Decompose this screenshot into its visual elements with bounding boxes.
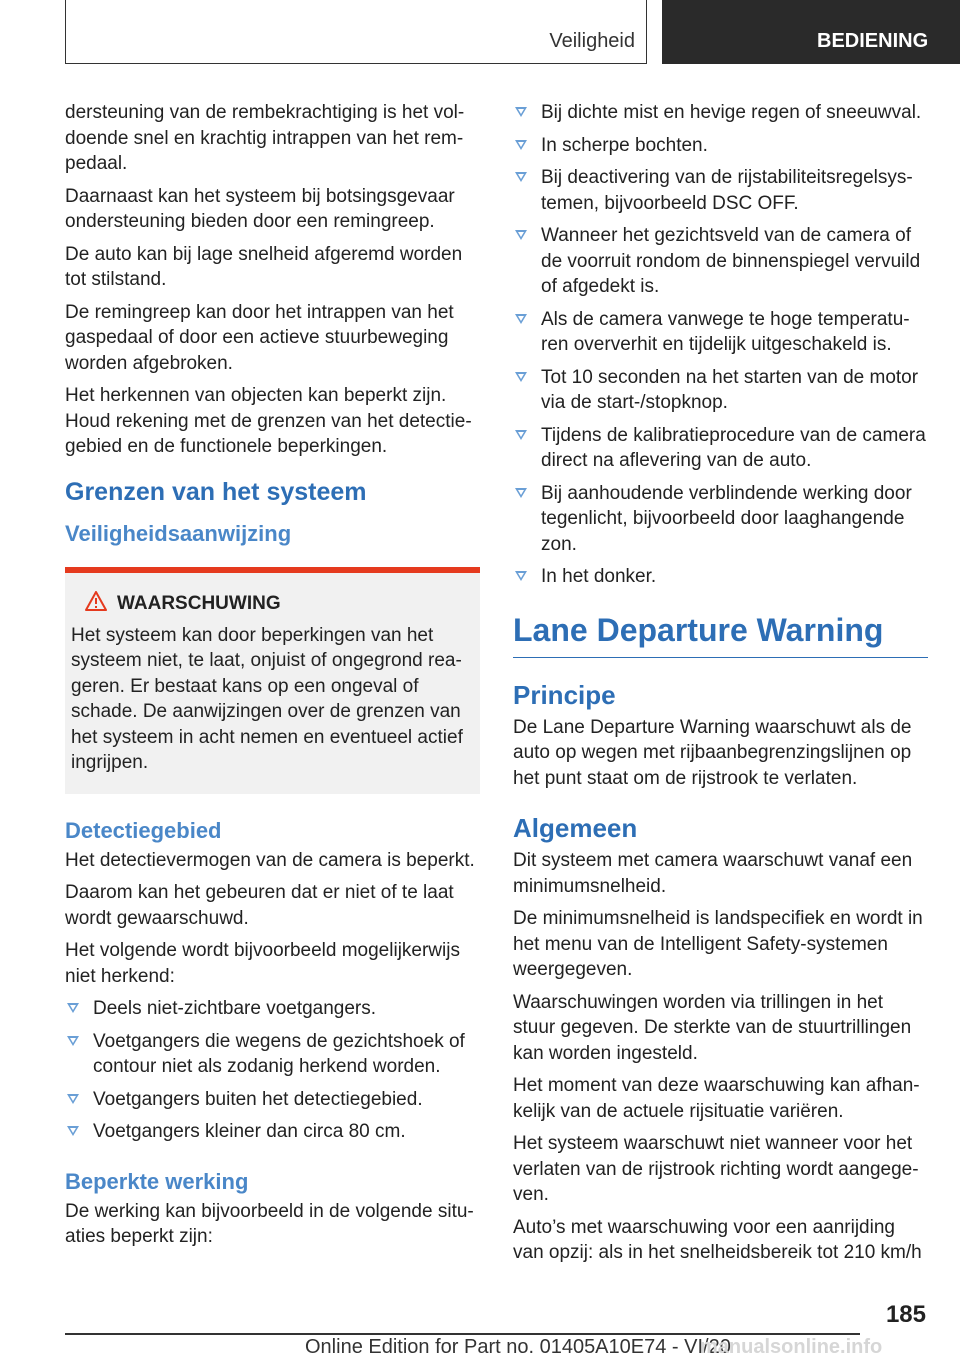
bullet-triangle-icon <box>515 430 527 440</box>
subheading-principle: Principe <box>513 679 616 710</box>
paragraph: Daarnaast kan het systeem bij botsingsgevaar ondersteuning bieden door een remingreep. <box>65 185 455 232</box>
subheading-general: Algemeen <box>513 813 638 843</box>
paragraph: Dit systeem met camera waarschuwt vanaf een minimumsnelheid. <box>513 850 913 897</box>
header-section-title: Veiligheid <box>549 30 635 52</box>
bullet-triangle-icon <box>515 140 527 150</box>
list-item: Bij dichte mist en hevige regen of sneeuwval. <box>513 100 928 126</box>
footer-divider <box>65 1333 860 1335</box>
left-column <box>65 100 480 1257</box>
watermark: manualsonline.info <box>700 1336 883 1358</box>
paragraph: De remingreep kan door het intrappen van het gaspedaal of door een actieve stuurbeweging worden afgebroken. <box>65 301 454 374</box>
detection-list <box>65 996 480 1145</box>
bullet-triangle-icon <box>515 314 527 324</box>
list-item: In scherpe bochten. <box>513 133 928 159</box>
list-item: Als de camera vanwege te hoge temperatu-ren oververhit en tijdelijk uitgeschakeld is. <box>513 307 928 358</box>
list-item: Tijdens de kalibratieprocedure van de camera direct na aflevering van de auto. <box>513 423 928 474</box>
paragraph: Auto’s met waarschuwing voor een aanrijding van opzij: als in het snelheidsbereik tot 210 km/h <box>513 1216 922 1263</box>
paragraph: De auto kan bij lage snelheid afgeremd worden tot stilstand. <box>65 243 463 290</box>
subheading-limited: Beperkte werking <box>65 1168 249 1194</box>
paragraph: Het detectievermogen van de camera is beperkt. <box>65 849 475 871</box>
bullet-triangle-icon <box>515 172 527 182</box>
bullet-triangle-icon <box>67 1036 79 1046</box>
warning-box <box>65 567 480 794</box>
bullet-triangle-icon <box>515 488 527 498</box>
warning-header <box>71 591 472 617</box>
paragraph: dersteuning van de rembekrachtiging is het vol-doende snel en krachtig intrappen van het rem-pedaal. <box>65 102 465 174</box>
section-heading-limits: Grenzen van het systeem <box>65 477 367 506</box>
subheading-detection: Detectiegebied <box>65 817 222 843</box>
paragraph: Waarschuwingen worden via trillingen in het stuur gegeven. De sterkte van de stuurtrillingen kan worden ingesteld. <box>513 991 912 1064</box>
warning-label: WAARSCHUWING <box>117 592 281 614</box>
paragraph: Daarom kan het gebeuren dat er niet of te laat wordt gewaarschuwd. <box>65 882 454 929</box>
list-item: In het donker. <box>513 564 928 590</box>
bullet-triangle-icon <box>515 571 527 581</box>
paragraph: Het moment van deze waarschuwing kan afhan-kelijk van de actuele rijsituatie variëren. <box>513 1075 920 1122</box>
chapter-label: BEDIENING <box>817 30 929 52</box>
paragraph: De werking kan bijvoorbeeld in de volgende situ-aties beperkt zijn: <box>65 1200 474 1247</box>
list-item: Deels niet-zichtbare voetgangers. <box>65 996 480 1022</box>
limited-list <box>513 100 928 590</box>
list-item: Tot 10 seconden na het starten van de motor via de start-/stopknop. <box>513 365 928 416</box>
list-item: Bij aanhoudende verblindende werking door tegenlicht, bijvoorbeeld door laaghangende zon. <box>513 481 928 558</box>
section-heading-ldw: Lane Departure Warning <box>513 612 928 658</box>
bullet-triangle-icon <box>515 372 527 382</box>
list-item: Bij deactivering van de rijstabiliteitsregelsys-temen, bijvoorbeeld DSC OFF. <box>513 165 928 216</box>
bullet-triangle-icon <box>515 230 527 240</box>
list-item: Voetgangers kleiner dan circa 80 cm. <box>65 1119 480 1145</box>
right-column <box>513 100 928 1273</box>
list-item: Voetgangers buiten het detectiegebied. <box>65 1087 480 1113</box>
list-item: Voetgangers die wegens de gezichtshoek of contour niet als zodanig herkend worden. <box>65 1029 480 1080</box>
list-item: Wanneer het gezichtsveld van de camera of de voorruit rondom de binnenspiegel vervuild of afgedekt is. <box>513 223 928 300</box>
paragraph: De Lane Departure Warning waarschuwt als de auto op wegen met rijbaanbegrenzingslijnen op het punt staat om de rijstrook te verlaten. <box>513 716 912 789</box>
paragraph: Het systeem waarschuwt niet wanneer voor het verlaten van de rijstrook richting wordt aangege-ven. <box>513 1133 919 1205</box>
subheading-safety: Veiligheidsaanwijzing <box>65 520 292 546</box>
bullet-triangle-icon <box>515 107 527 117</box>
edition-text: Online Edition for Part no. 01405A10E74 - VI/20 <box>305 1336 731 1358</box>
page-number: 185 <box>885 1301 926 1328</box>
bullet-triangle-icon <box>67 1094 79 1104</box>
paragraph: Het volgende wordt bijvoorbeeld mogelijkerwijs niet herkend: <box>65 940 460 987</box>
header-chapter-tab <box>662 0 960 64</box>
warning-text: Het systeem kan door beperkingen van het systeem niet, te laat, onjuist of ongegrond rea-geren. Er bestaat kans op een ongeval of schade. De aanwijzingen over de grenzen van het systeem in acht nemen en eventueel actief ingrijpen. <box>71 624 463 773</box>
bullet-triangle-icon <box>67 1003 79 1013</box>
paragraph: Het herkennen van objecten kan beperkt zijn. Houd rekening met de grenzen van het detectie-gebied en de functionele beperkingen. <box>65 385 472 457</box>
paragraph: De minimumsnelheid is landspecifiek en wordt in het menu van de Intelligent Safety-systemen weergegeven. <box>513 908 923 980</box>
bullet-triangle-icon <box>67 1126 79 1136</box>
warning-triangle-icon <box>85 591 107 617</box>
